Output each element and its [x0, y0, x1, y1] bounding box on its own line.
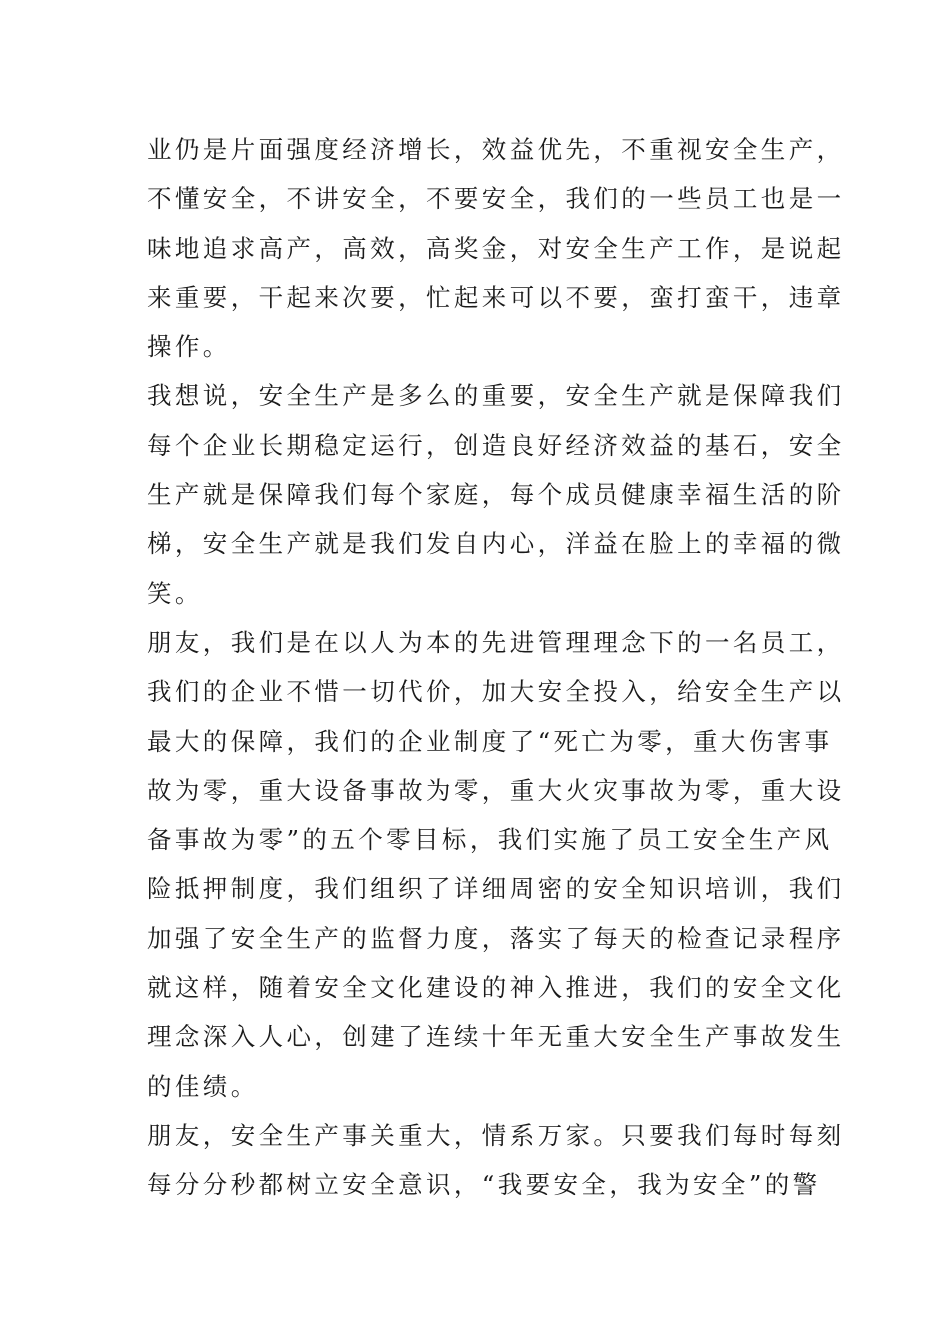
text-line: 业仍是片面强度经济增长，效益优先，不重视安全生产， [147, 135, 845, 164]
text-line: 加强了安全生产的监督力度，落实了每天的检查记录程序 [147, 923, 845, 953]
text-line: 笑。 [147, 578, 203, 608]
text-line: 就这样，随着安全文化建设的神入推进，我们的安全文化 [147, 973, 845, 1003]
text-line: 我们的企业不惜一切代价，加大安全投入，给安全生产以 [147, 677, 845, 707]
text-line: 备事故为零”的五个零目标，我们实施了员工安全生产风 [147, 825, 833, 855]
text-line: 梯，安全生产就是我们发自内心，洋益在脸上的幸福的微 [147, 529, 845, 559]
text-line: 朋友，我们是在以人为本的先进管理理念下的一名员工， [147, 627, 845, 657]
text-line: 故为零，重大设备事故为零，重大火灾事故为零，重大设 [147, 775, 845, 805]
text-line: 理念深入人心，创建了连续十年无重大安全生产事故发生 [147, 1022, 845, 1052]
text-line: 味地追求高产，高效，高奖金，对安全生产工作，是说起 [147, 233, 845, 263]
text-line: 每个企业长期稳定运行，创造良好经济效益的基石，安全 [147, 430, 845, 460]
text-line: 朋友，安全生产事关重大，情系万家。只要我们每时每刻 [147, 1120, 845, 1150]
text-line: 我想说，安全生产是多么的重要，安全生产就是保障我们 [147, 381, 845, 411]
text-line: 操作。 [147, 332, 231, 362]
text-line: 生产就是保障我们每个家庭，每个成员健康幸福生活的阶 [147, 480, 845, 510]
document-body [147, 125, 845, 1210]
text-line: 最大的保障，我们的企业制度了“死亡为零，重大伤害事 [147, 726, 833, 756]
text-line: 的佳绩。 [147, 1071, 259, 1101]
text-line: 来重要，干起来次要，忙起来可以不要，蛮打蛮干，违章 [147, 282, 845, 312]
text-line: 险抵押制度，我们组织了详细周密的安全知识培训，我们 [147, 874, 845, 904]
text-line: 每分分秒都树立安全意识，“我要安全，我为安全”的警 [147, 1170, 821, 1200]
text-line: 不懂安全，不讲安全，不要安全，我们的一些员工也是一 [147, 184, 845, 214]
